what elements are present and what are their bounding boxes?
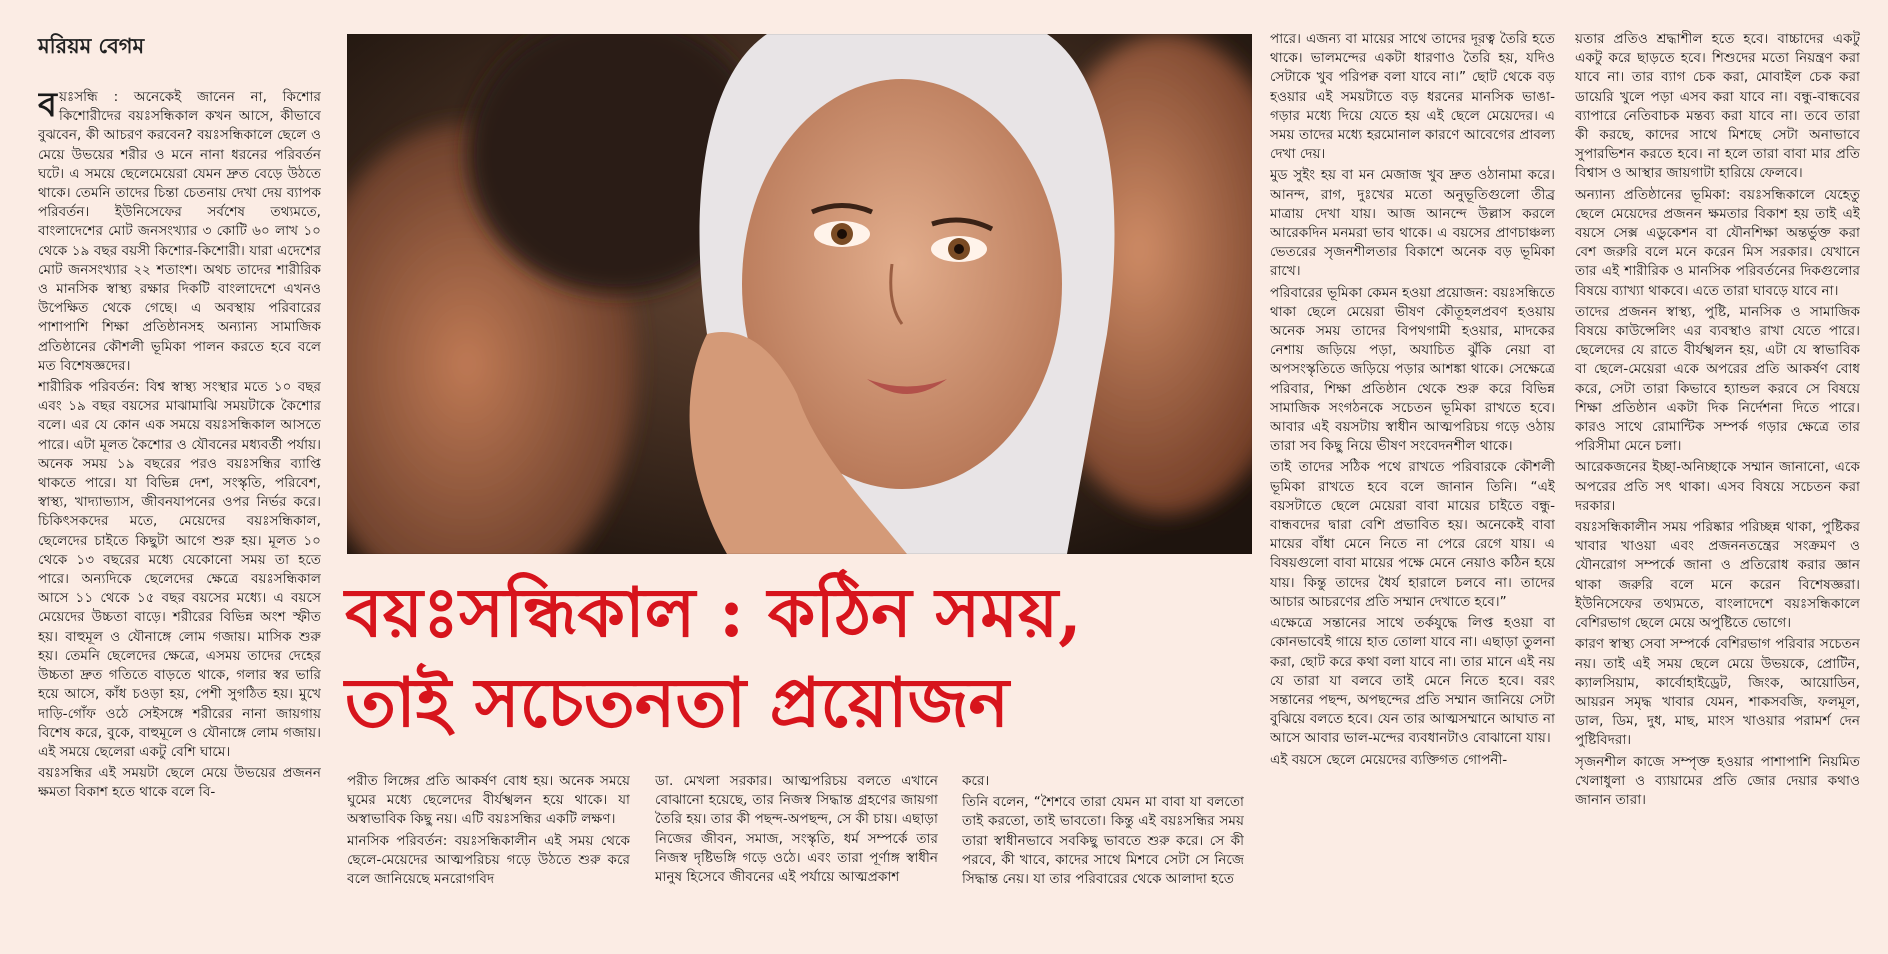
- paragraph: কারণ স্বাস্থ্য সেবা সম্পর্কে বেশিরভাগ পরিবার সচেতন নয়। তাই এই সময় ছেলে মেয়ে উভয়কে, প্রোটিন, ক্যালসিয়াম, কার্বোহাইড্রেট, জিংক, আয়োডিন, আয়রন সমৃদ্ধ খাবার যেমন, শাকসবজি, ফলমূল, ডাল, ডিম, দুধ, মাছ, মাংস খাওয়ার পরামর্শ দেন পুষ্টিবিদরা।: [1575, 636, 1860, 749]
- portrait-photo: [347, 34, 1252, 554]
- article-column-2: [347, 772, 630, 922]
- article-column-5: [1270, 30, 1555, 915]
- paragraph: অন্যান্য প্রতিষ্ঠানের ভূমিকা: বয়ঃসন্ধিকালে যেহেতু ছেলে মেয়েদের প্রজনন ক্ষমতার বিকাশ হয় তাই এই বয়সে সেক্স এডুকেশন বা যৌনশিক্ষা অন্তর্ভুক্ত করা বেশ জরুরি বলে মনে করেন মিস সরকার। যেখানে তার এই শারীরিক ও মানসিক পরিবর্তনের দিকগুলোর বিষয়ে ব্যাখ্যা থাকবে। এতে তারা ঘাবড়ে যাবে না।: [1575, 186, 1860, 299]
- paragraph: সৃজনশীল কাজে সম্পৃক্ত হওয়ার পাশাপাশি নিয়মিত খেলাধুলা ও ব্যায়ামের প্রতি জোর দেয়ার কথাও জানান তারা।: [1575, 753, 1860, 808]
- paragraph: ডা. মেখলা সরকার। আত্মপরিচয় বলতে এখানে বোঝানো হয়েছে, তার নিজস্ব সিদ্ধান্ত গ্রহণের জায়গা তৈরি হয়। তার কী পছন্দ-অপছন্দ, সে কী চায়। এছাড়া নিজের জীবন, সমাজ, সংস্কৃতি, ধর্ম সম্পর্কে তার নিজস্ব দৃষ্টিভঙ্গি গড়ে ওঠে। এবং তারা পূর্ণাঙ্গ স্বাধীন মানুষ হিসেবে জীবনের এই পর্যায়ে আত্মপ্রকাশ: [655, 773, 938, 886]
- paragraph: তাই তাদের সঠিক পথে রাখতে পরিবারকে কৌশলী ভূমিকা রাখতে হবে বলে জানান তিনি। “এই বয়সটাতে ছেলে মেয়েরা বাবা মায়ের চাইতে বন্ধু-বান্ধবদের দ্বারা বেশি প্রভাবিত হয়। অনেকেই বাবা মায়ের বাঁধা মেনে নিতে না পেরে রেগে যায়। এ বিষয়গুলো বাবা মায়ের পক্ষে মেনে নেয়াও কঠিন হয়ে যায়। কিন্তু তাদের ধৈর্য হারালে চলবে না। তাদের আচার আচরণের প্রতি সম্মান দেখাতে হবে।”: [1270, 459, 1555, 610]
- article-column-4: [962, 772, 1244, 922]
- paragraph: পারে। এজন্য বা মায়ের সাথে তাদের দূরত্ব তৈরি হতে থাকে। ভালমন্দের একটা ধারণাও তৈরি হয়, যদিও সেটাকে খুব পরিপক্ব বলা যাবে না।” ছোট থেকে বড় হওয়ার এই সময়টাতে বড় ধরনের মানসিক ভাঙা-গড়ার মধ্যে দিয়ে যেতে হয় এই ছেলে মেয়েদের। এ সময় তাদের মধ্যে হরমোনাল কারণে আবেগের প্রাবল্য দেখা দেয়।: [1270, 31, 1555, 163]
- paragraph: করে।: [962, 773, 990, 789]
- paragraph: তিনি বলেন, “শৈশবে তারা যেমন মা বাবা যা বলতো তাই করতো, তাই ভাবতো। কিন্তু এই বয়ঃসন্ধির সময় তারা স্বাধীনভাবে সবকিছু ভাবতে শুরু করে। সে কী পরবে, কী খাবে, কাদের সাথে মিশবে সেটা সে নিজে সিদ্ধান্ত নেয়। যা তার পরিবারের থেকে আলাদা হতে: [962, 794, 1244, 888]
- article-column-6: [1575, 30, 1860, 915]
- paragraph: মুড সুইং হয় বা মন মেজাজ খুব দ্রুত ওঠানামা করে। আনন্দ, রাগ, দুঃখের মতো অনুভূতিগুলো তীব্র মাত্রায় দেখা যায়। আজ আনন্দে উল্লাস করলে আরেকদিন মনমরা ভাব থাকে। এ বয়সের প্রাণচাঞ্চল্য ভেতরের সৃজনশীলতার বিকাশে অনেক বড় ভূমিকা রাখে।: [1270, 167, 1555, 280]
- headline: [345, 568, 1245, 748]
- paragraph: বয়ঃসন্ধিকালীন সময় পরিষ্কার পরিচ্ছন্ন থাকা, পুষ্টিকর খাবার খাওয়া এবং প্রজননতন্ত্রের সংক্রমণ ও যৌনরোগ সম্পর্কে জানা ও প্রতিরোধ করার জ্ঞান থাকা জরুরি বলে মনে করেন বিশেষজ্ঞরা। ইউনিসেফের তথ্যমতে, বাংলাদেশে বয়ঃসন্ধিকালে বেশিরভাগ ছেলে মেয়ে অপুষ্টিতে ভোগে।: [1575, 519, 1860, 632]
- drop-cap: ব: [38, 88, 57, 125]
- paragraph: এই বয়সে ছেলে মেয়েদের ব্যক্তিগত গোপনী-: [1270, 751, 1508, 768]
- paragraph: পরীত লিঙ্গের প্রতি আকর্ষণ বোধ হয়। অনেক সময়ে ঘুমের মধ্যে ছেলেদের বীর্যস্খলন হয়ে থাকে। যা অস্বাভাবিক কিছু নয়। এটি বয়ঃসন্ধির একটি লক্ষণ।: [347, 773, 630, 828]
- paragraph: বয়ঃসন্ধি : অনেকেই জানেন না, কিশোর কিশোরীদের বয়ঃসন্ধিকাল কখন আসে, কীভাবে বুঝবেন, কী আচরণ করবেন? বয়ঃসন্ধিকালে ছেলে ও মেয়ে উভয়ের শরীর ও মনে নানা ধরনের পরিবর্তন ঘটে। এ সময়ে ছেলেমেয়েরা যেমন দ্রুত বেড়ে উঠতে থাকে। তেমনি তাদের চিন্তা চেতনায় দেখা দেয় ব্যাপক পরিবর্তন। ইউনিসেফের সর্বশেষ তথ্যমতে, বাংলাদেশের মোট জনসংখ্যার ৩ কোটি ৬০ লাখ ১০ থেকে ১৯ বছর বয়সী কিশোর-কিশোরী। যারা এদেশের মোট জনসংখ্যার ২২ শতাংশ। অথচ তাদের শারীরিক ও মানসিক স্বাস্থ্য রক্ষার দিকটি বাংলাদেশে এখনও উপেক্ষিত থেকে গেছে। এ অবস্থায় পরিবারের পাশাপাশি শিক্ষা প্রতিষ্ঠানসহ অন্যান্য সামাজিক প্রতিষ্ঠানের কৌশলী ভূমিকা পালন করতে হবে বলে মত বিশেষজ্ঞদের।: [38, 88, 321, 374]
- headline-line-1: বয়ঃসন্ধিকাল : কঠিন সময়,: [345, 573, 1082, 653]
- paragraph: পরিবারের ভূমিকা কেমন হওয়া প্রয়োজন: বয়ঃসন্ধিতে থাকা ছেলে মেয়েরা ভীষণ কৌতূহলপ্রবণ হওয়ায় অনেক সময় তাদের বিপথগামী হওয়ার, মাদকের নেশায় জড়িয়ে পড়া, অযাচিত ঝুঁকি নেয়া বা অপসংস্কৃতিতে জড়িয়ে পড়ার আশঙ্কা থাকে। সেক্ষেত্রে পরিবার, শিক্ষা প্রতিষ্ঠান থেকে শুরু করে বিভিন্ন সামাজিক সংগঠনকে সচেতন ভূমিকা রাখতে হবে। আবার এই বয়সটায় স্বাধীন আত্মপরিচয় গড়ে ওঠায় তারা সব কিছু নিয়ে ভীষণ সংবেদনশীল থাকে।: [1270, 284, 1555, 455]
- headline-line-2: তাই সচেতনতা প্রয়োজন: [345, 663, 1010, 743]
- portrait-photo-icon: [347, 34, 1252, 554]
- paragraph: এক্ষেত্রে সন্তানের সাথে তর্কযুদ্ধে লিপ্ত হওয়া বা কোনভাবেই গায়ে হাত তোলা যাবে না। এছাড়া তুলনা করা, ছোট করে কথা বলা যাবে না। তার মানে এই নয় যে তারা যা বলবে তাই মেনে নিতে হবে। বরং সন্তানের পছন্দ, অপছন্দের প্রতি সম্মান জানিয়ে সেটা বুঝিয়ে বলতে হবে। যেন তার আত্মসম্মানে আঘাত না আসে আবার ভাল-মন্দের ব্যবধানটাও বোঝানো যায়।: [1270, 615, 1555, 747]
- byline: মরিয়ম বেগম: [38, 33, 145, 58]
- paragraph: তাদের প্রজনন স্বাস্থ্য, পুষ্টি, মানসিক ও সামাজিক বিষয়ে কাউন্সেলিং এর ব্যবস্থাও রাখা যেতে পারে। ছেলেদের যে রাতে বীর্যস্খলন হয়, এটা যে স্বাভাবিক বা ছেলে-মেয়েরা একে অপরের প্রতি আকর্ষণ বোধ করে, সেটা তারা কিভাবে হ্যান্ডল করবে সে বিষয়ে শিক্ষা প্রতিষ্ঠান একটা দিক নির্দেশনা দিতে পারে। কারও সাথে রোমান্টিক সম্পর্ক গড়ার ক্ষেত্রে তার পরিসীমা মেনে চলা।: [1575, 303, 1860, 455]
- article-column-3: [655, 772, 938, 922]
- paragraph: মানসিক পরিবর্তন: বয়ঃসন্ধিকালীন এই সময় থেকে ছেলে-মেয়েদের আত্মপরিচয় গড়ে উঠতে শুরু করে বলে জানিয়েছে মনরোগবিদ: [347, 832, 630, 888]
- paragraph: শারীরিক পরিবর্তন: বিশ্ব স্বাস্থ্য সংস্থার মতে ১০ বছর এবং ১৯ বছর বয়সের মাঝামাঝি সময়টাকে কৈশোর বলে। এর যে কোন এক সময়ে বয়ঃসন্ধিকাল আসতে পারে। এটা মূলত কৈশোর ও যৌবনের মধ্যবর্তী পর্যায়। অনেক সময় ১৯ বছরের পরও বয়ঃসন্ধির ব্যাপ্তি থাকতে পারে। যা বিভিন্ন দেশ, সংস্কৃতি, পরিবেশ, স্বাস্থ্য, খাদ্যাভ্যাস, জীবনযাপনের ওপর নির্ভর করে। চিকিৎসকদের মতে, মেয়েদের বয়ঃসন্ধিকাল, ছেলেদের চাইতে কিছুটা আগে শুরু হয়। মূলত ১০ থেকে ১৩ বছরের মধ্যে যেকোনো সময় তা হতে পারে। অন্যদিকে ছেলেদের ক্ষেত্রে বয়ঃসন্ধিকাল আসে ১১ থেকে ১৫ বছর বয়সের মধ্যে। এ বয়সে মেয়েদের উচ্চতা বাড়ে। শরীরের বিভিন্ন অংশ স্ফীত হয়। বাহুমূল ও যৌনাঙ্গে লোম গজায়। মাসিক শুরু হয়। তেমনি ছেলেদের ক্ষেত্রে, এসময় তাদের দেহের উচ্চতা দ্রুত গতিতে বাড়তে থাকে, গলার স্বর ভারি হয়ে আসে, কাঁধ চওড়া হয়, পেশী সুগঠিত হয়। মুখে দাড়ি-গোঁফ ওঠে সেইসঙ্গে শরীরের নানা জায়গায় বিশেষ করে, বুকে, বাহুমূলে ও যৌনাঙ্গে লোম গজায়। এই সময়ে ছেলেরা একটু বেশি ঘামে।: [38, 379, 321, 760]
- paragraph: আরেকজনের ইচ্ছা-অনিচ্ছাকে সম্মান জানানো, একে অপরের প্রতি সৎ থাকা। এসব বিষয়ে সচেতন করা দরকার।: [1575, 459, 1860, 514]
- paragraph: বয়ঃসন্ধির এই সময়টা ছেলে মেয়ে উভয়ের প্রজনন ক্ষমতা বিকাশ হতে থাকে বলে বি-: [38, 765, 321, 801]
- article-column-1: [38, 88, 321, 920]
- paragraph: য়তার প্রতিও শ্রদ্ধাশীল হতে হবে। বাচ্চাদের একটু একটু করে ছাড়তে হবে। শিশুদের মতো নিয়ন্ত্রণ করা যাবে না। তার ব্যাগ চেক করা, মোবাইল চেক করা ডায়েরি খুলে পড়া এসব করা যাবে না। বন্ধু-বান্ধবের ব্যাপারে নেতিবাচক মন্তব্য করা যাবে না। তবে তারা কী করছে, কাদের সাথে মিশছে সেটা অনাভাবে সুপারভিশন করতে হবে। না হলে তারা বাবা মার প্রতি বিশ্বাস ও আস্থার জায়গাটা হারিয়ে ফেলবে।: [1575, 31, 1860, 182]
